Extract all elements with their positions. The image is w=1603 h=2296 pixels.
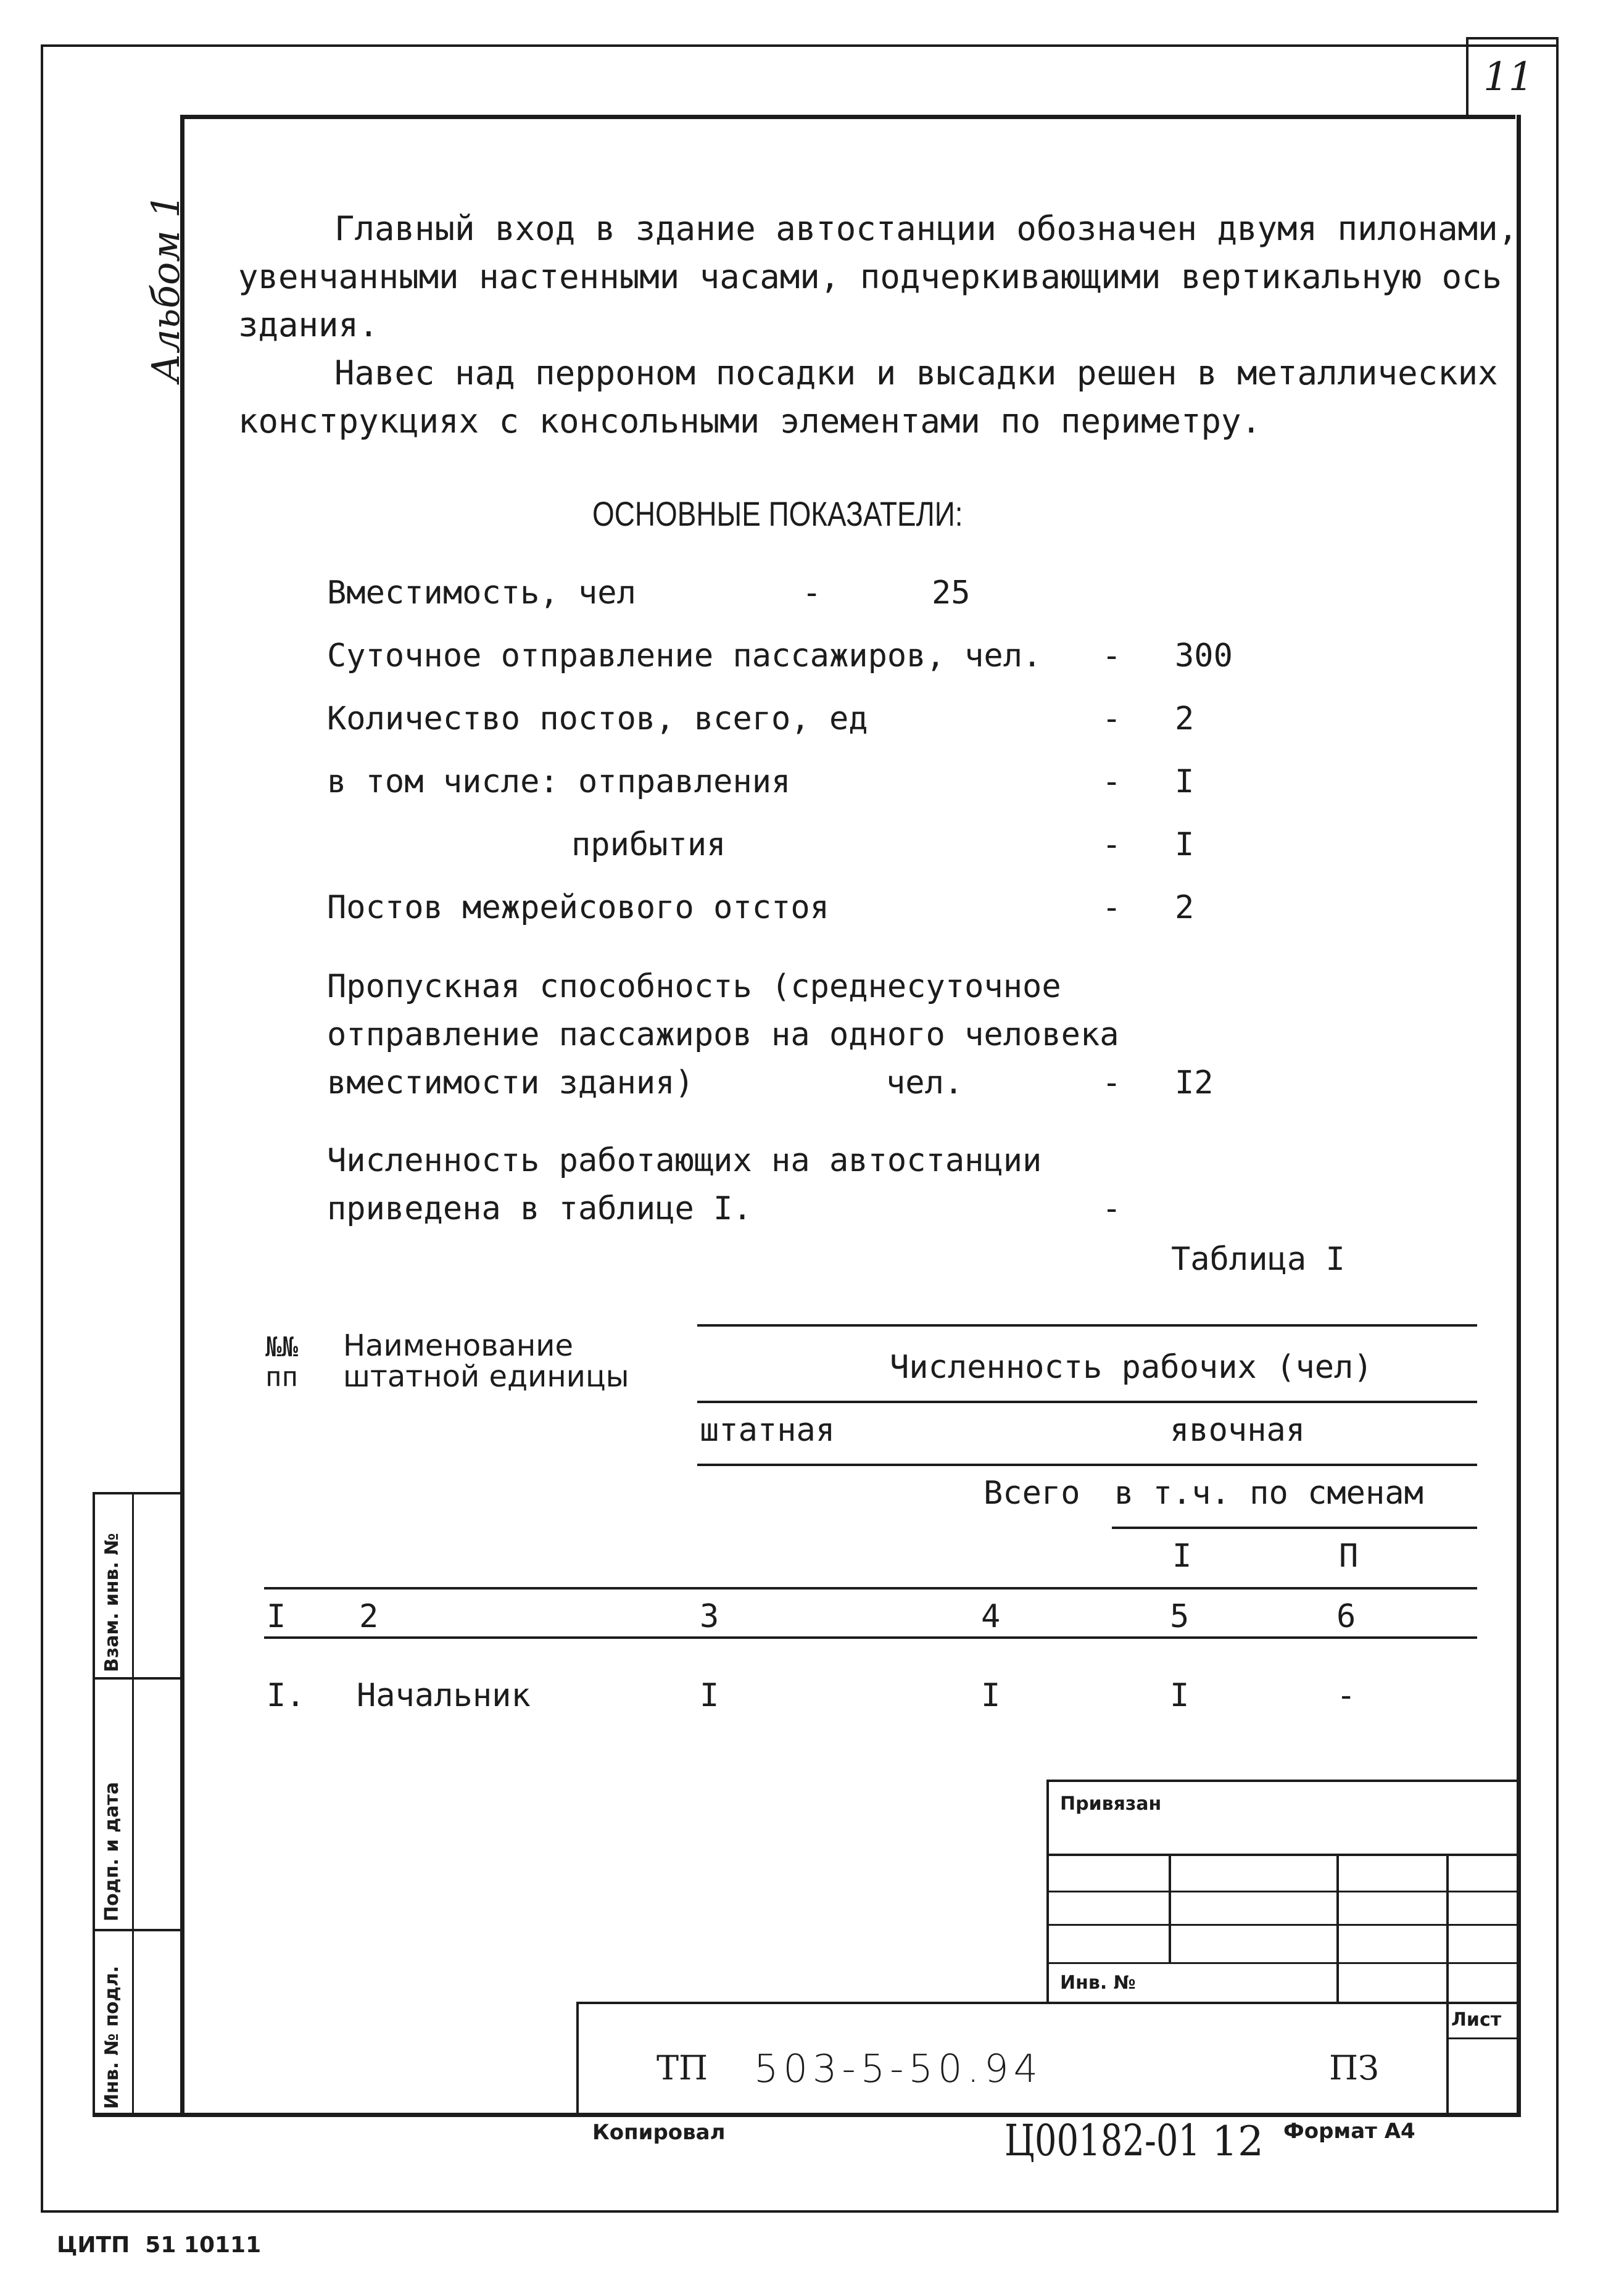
intro-p1-line-1: Главный вход в здание автостанции обозначен двумя пилонами,: [334, 209, 1518, 248]
stamp-strip-left: [93, 1492, 95, 2115]
intro-paragraph-2: [238, 349, 1498, 446]
table-rule-5: [264, 1587, 1477, 1589]
table-head-group: Численность рабочих (чел): [890, 1349, 1373, 1386]
inner-frame-right: [1517, 115, 1521, 2115]
intro-p2-line-2: конструкциях с консольными элементами по периметру.: [238, 402, 1262, 441]
inner-frame-top: [183, 115, 1515, 119]
throughput-unit: чел.: [886, 1064, 964, 1101]
tb-main-top: [576, 2002, 1519, 2004]
inner-frame-bottom: [93, 2113, 1521, 2117]
footer-format: Формат А4: [1283, 2119, 1415, 2144]
indicator-posts-value: 2: [1175, 700, 1195, 737]
stamp-strip-top: [93, 1492, 183, 1494]
footer-copied: Копировал: [592, 2120, 726, 2145]
stamp-strip-inner: [132, 1492, 134, 2115]
table-col-number-5: 5: [1170, 1598, 1190, 1635]
indicator-layover-label: Постов межрейсового отстоя: [327, 889, 829, 926]
table-head-shift-1: I: [1172, 1538, 1192, 1575]
table-rule-2: [697, 1401, 1477, 1403]
staff-note-line-2: приведена в таблице I.: [327, 1190, 752, 1227]
page-number: 11: [1483, 54, 1534, 100]
indicator-daily-dash: -: [1102, 637, 1122, 674]
table-caption: Таблица I: [1171, 1241, 1345, 1278]
indicator-departure-label: в том числе: отправления: [327, 763, 791, 800]
indicator-departure-value: I: [1175, 763, 1195, 800]
stamp-strip-div2: [93, 1929, 183, 1931]
table-rule-6: [264, 1636, 1477, 1639]
tb-inv-label: Инв. №: [1060, 1972, 1136, 1994]
throughput-line-1: Пропускная способность (среднесуточное: [327, 968, 1061, 1005]
tb-bound-label: Привязан: [1060, 1793, 1162, 1815]
table-head-staff: штатная: [700, 1412, 835, 1449]
tb-bound-top: [1046, 1780, 1519, 1782]
stamp-original-inv: Инв. № подл.: [101, 1965, 123, 2109]
staff-note: [327, 1137, 1042, 1233]
throughput-line-2: отправление пассажиров на одного человека: [327, 1016, 1119, 1053]
tb-v1: [1169, 1854, 1171, 1962]
throughput-dash: -: [1102, 1064, 1122, 1101]
table-row-1-name: Начальник: [357, 1677, 531, 1714]
outer-frame-left: [41, 44, 43, 2213]
staff-note-line-1: Численность работающих на автостанции: [327, 1142, 1042, 1179]
stamp-strip-div1: [93, 1677, 183, 1680]
indicator-arrival-dash: -: [1102, 826, 1122, 863]
outer-frame-bottom: [41, 2210, 1559, 2213]
tb-code-prefix: ТП: [657, 2049, 708, 2087]
table-row-1-total: I: [981, 1677, 1001, 1714]
intro-p1-line-2: увенчанными настенными часами, подчеркивающими вертикальную ось: [238, 257, 1502, 296]
stamp-substitution-inv: Взам. инв. №: [101, 1533, 123, 1672]
indicator-daily-label: Суточное отправление пассажиров, чел.: [327, 637, 1042, 674]
indicator-capacity-dash: -: [802, 574, 822, 611]
table-col-number-4: 4: [981, 1598, 1001, 1635]
album-label: Альбом 1: [143, 194, 188, 383]
indicator-layover-value: 2: [1175, 889, 1195, 926]
indicator-arrival-label: прибытия: [571, 826, 726, 863]
footer-ref-num: 12: [1212, 2118, 1264, 2165]
outer-frame-right: [1556, 37, 1559, 2213]
table-head-total: Всего: [984, 1475, 1080, 1512]
table-row-1-num: I.: [267, 1677, 305, 1714]
indicator-posts-label: Количество постов, всего, ед: [327, 700, 868, 737]
table-rule-4: [1112, 1527, 1477, 1529]
tb-doc-type: ПЗ: [1329, 2049, 1379, 2087]
section-title: ОСНОВНЫЕ ПОКАЗАТЕЛИ:: [592, 494, 963, 533]
tb-sheet-h: [1446, 2037, 1519, 2039]
table-head-by-shifts: в т.ч. по сменам: [1114, 1475, 1423, 1512]
table-rule-3: [697, 1464, 1477, 1466]
indicator-daily-value: 300: [1175, 637, 1233, 674]
outer-frame-top: [41, 44, 1559, 47]
table-col-number-1: I: [267, 1598, 286, 1635]
intro-p1-line-3: здания.: [238, 305, 379, 344]
table-head-attendance: явочная: [1170, 1412, 1306, 1449]
indicator-departure-dash: -: [1102, 763, 1122, 800]
throughput-line-3: вместимости здания): [327, 1064, 694, 1101]
tb-v3: [1446, 1854, 1449, 2115]
page-box-top: [1466, 37, 1559, 39]
intro-p2-line-1: Навес над перроном посадки и высадки решен в металлических: [334, 354, 1498, 392]
throughput-text: [327, 963, 1122, 1107]
table-row-1-shift-1: I: [1170, 1677, 1190, 1714]
indicator-arrival-value: I: [1175, 826, 1195, 863]
table-head-num: №№ пп: [265, 1332, 298, 1393]
tb-code: 503-5-50.94: [754, 2046, 1043, 2091]
table-col-number-3: 3: [700, 1598, 719, 1635]
footer-printer: ЦИТП 51 10111: [57, 2232, 262, 2258]
tb-sheet-label: Лист: [1451, 2009, 1502, 2031]
table-row-1-shift-2: -: [1336, 1677, 1356, 1714]
throughput-value: I2: [1175, 1064, 1214, 1101]
table-head-name: Наименование штатной единицы: [343, 1328, 629, 1394]
table-row-1-staff: I: [700, 1677, 719, 1714]
page-box-left: [1466, 37, 1468, 117]
table-head-shift-2: П: [1339, 1538, 1359, 1575]
staff-note-dash: -: [1102, 1190, 1122, 1227]
table-top-rule: [697, 1324, 1477, 1327]
indicator-capacity-label: Вместимость, чел: [327, 574, 636, 611]
indicator-posts-dash: -: [1102, 700, 1122, 737]
tb-v2: [1336, 1854, 1339, 2003]
indicator-layover-dash: -: [1102, 889, 1122, 926]
stamp-sign-date: Подп. и дата: [101, 1781, 123, 1921]
table-col-number-2: 2: [359, 1598, 379, 1635]
inner-frame-left: [180, 115, 184, 2115]
intro-paragraph-1: [238, 205, 1518, 349]
tb-main-left: [576, 2002, 579, 2115]
table-col-number-6: 6: [1336, 1598, 1356, 1635]
indicator-capacity-value: 25: [932, 574, 971, 611]
footer-ref: Ц00182-01: [1004, 2115, 1201, 2166]
